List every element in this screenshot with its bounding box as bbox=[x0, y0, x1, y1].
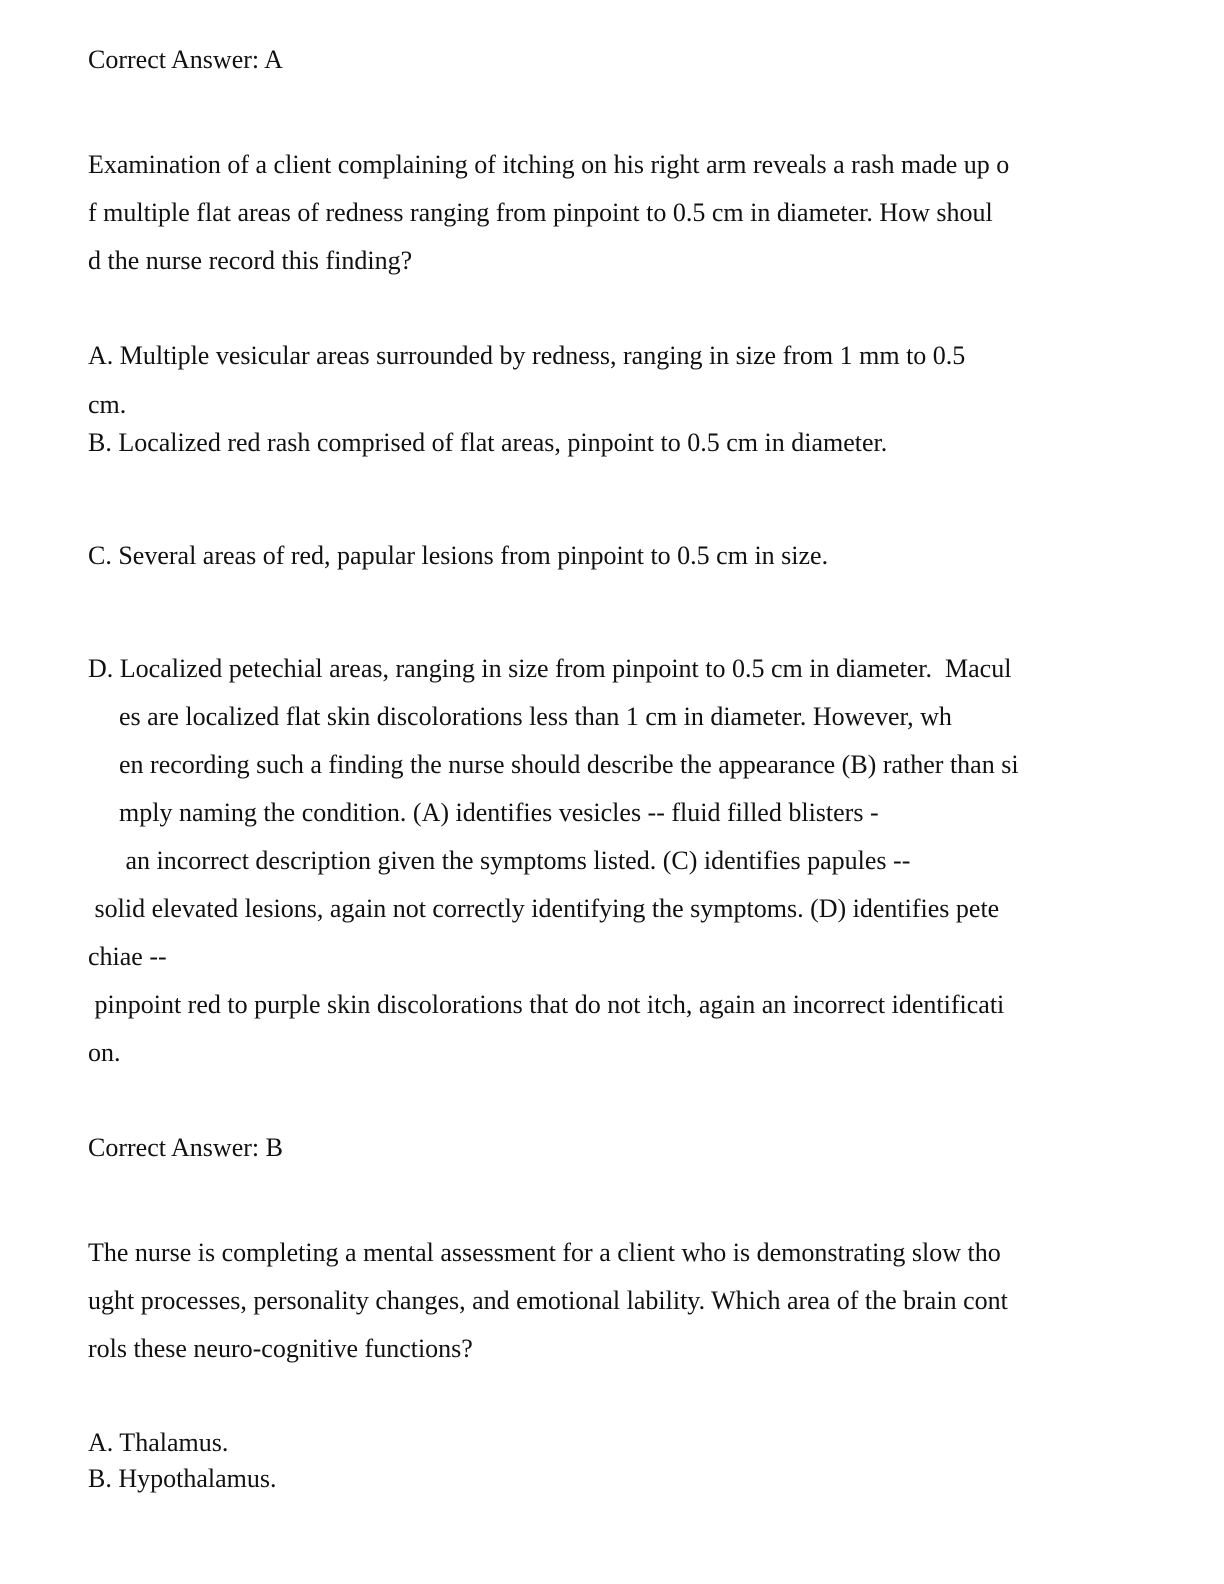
question-1-option-c: C. Several areas of red, papular lesions from pinpoint to 0.5 cm in size. bbox=[88, 541, 829, 570]
question-1-option-d-line-1: D. Localized petechial areas, ranging in size from pinpoint to 0.5 cm in diameter. Macul bbox=[88, 654, 1012, 683]
question-1-option-d-line-2: es are localized flat skin discolorations less than 1 cm in diameter. However, wh bbox=[119, 702, 952, 731]
question-1-option-d-line-8: pinpoint red to purple skin discolorations that do not itch, again an incorrect identificati bbox=[88, 990, 1005, 1019]
question-1-option-b: B. Localized red rash comprised of flat areas, pinpoint to 0.5 cm in diameter. bbox=[88, 428, 888, 457]
question-2-line-1: The nurse is completing a mental assessment for a client who is demonstrating slow tho bbox=[88, 1238, 1001, 1267]
question-1-line-3: d the nurse record this finding? bbox=[88, 246, 413, 275]
question-1-option-d-line-7: chiae -- bbox=[88, 942, 167, 971]
question-1-option-a-line-1: A. Multiple vesicular areas surrounded by redness, ranging in size from 1 mm to 0.5 bbox=[88, 341, 966, 370]
correct-answer-1: Correct Answer: A bbox=[88, 45, 283, 74]
correct-answer-2: Correct Answer: B bbox=[88, 1133, 283, 1162]
question-1-option-d-line-4: mply naming the condition. (A) identifies vesicles -- fluid filled blisters - bbox=[119, 798, 879, 827]
question-1-option-d-line-3: en recording such a finding the nurse should describe the appearance (B) rather than si bbox=[119, 750, 1019, 779]
question-2-line-2: ught processes, personality changes, and emotional lability. Which area of the brain cont bbox=[88, 1286, 1008, 1315]
question-1-line-2: f multiple flat areas of redness ranging from pinpoint to 0.5 cm in diameter. How shoul bbox=[88, 198, 993, 227]
question-2-option-a: A. Thalamus. bbox=[88, 1428, 229, 1457]
question-1-line-1: Examination of a client complaining of itching on his right arm reveals a rash made up o bbox=[88, 150, 1010, 179]
question-1-option-d-line-9: on. bbox=[88, 1038, 121, 1067]
question-2-option-b: B. Hypothalamus. bbox=[88, 1464, 277, 1493]
question-1-option-d-line-5: an incorrect description given the symptoms listed. (C) identifies papules -- bbox=[119, 846, 911, 875]
question-1-option-d-line-6: solid elevated lesions, again not correctly identifying the symptoms. (D) identifies pete bbox=[88, 894, 1000, 923]
question-1-option-a-line-2: cm. bbox=[88, 390, 127, 419]
question-2-line-3: rols these neuro-cognitive functions? bbox=[88, 1334, 473, 1363]
